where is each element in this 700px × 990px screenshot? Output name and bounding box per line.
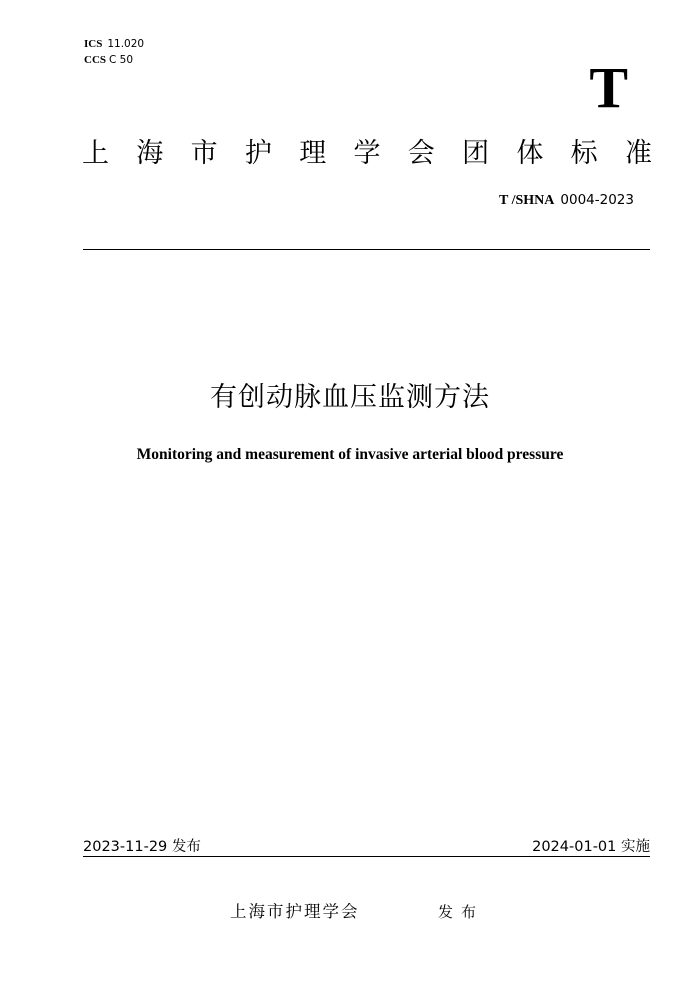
header-divider — [83, 249, 650, 250]
ccs-label: CCS — [84, 54, 107, 66]
publisher-name: 上海市护理学会 — [230, 902, 360, 921]
ccs-value: C 50 — [109, 54, 134, 66]
org-title-char: 准 — [624, 138, 652, 169]
organization-title — [82, 135, 652, 173]
org-title-char: 护 — [244, 138, 272, 169]
org-title-char: 会 — [407, 138, 435, 169]
standard-type-letter: T — [589, 55, 628, 120]
org-title-char: 标 — [570, 138, 598, 169]
effective-date: 2024-01-01 实施 — [532, 839, 650, 855]
footer-divider — [83, 856, 650, 857]
org-title-char: 理 — [299, 138, 327, 169]
issue-date: 2023-11-29 发布 — [83, 839, 201, 855]
org-title-char: 海 — [136, 138, 164, 169]
org-title-char: 学 — [353, 138, 381, 169]
standard-number-prefix: T /SHNA — [499, 193, 555, 208]
ics-code — [84, 37, 144, 51]
ics-label: ICS — [84, 38, 103, 50]
org-title-char: 团 — [462, 138, 490, 169]
publisher-action: 发布 — [438, 903, 485, 921]
ccs-code — [84, 53, 133, 67]
standard-number — [499, 190, 634, 211]
ics-value: 11.020 — [107, 38, 145, 50]
document-title-chinese: 有创动脉血压监测方法 — [210, 382, 490, 413]
document-title-english: Monitoring and measurement of invasive arterial blood pressure — [136, 446, 564, 463]
org-title-char: 上 — [82, 138, 109, 169]
org-title-char: 体 — [516, 138, 544, 169]
standard-number-value: 0004-2023 — [560, 192, 634, 208]
org-title-char: 市 — [190, 138, 218, 169]
